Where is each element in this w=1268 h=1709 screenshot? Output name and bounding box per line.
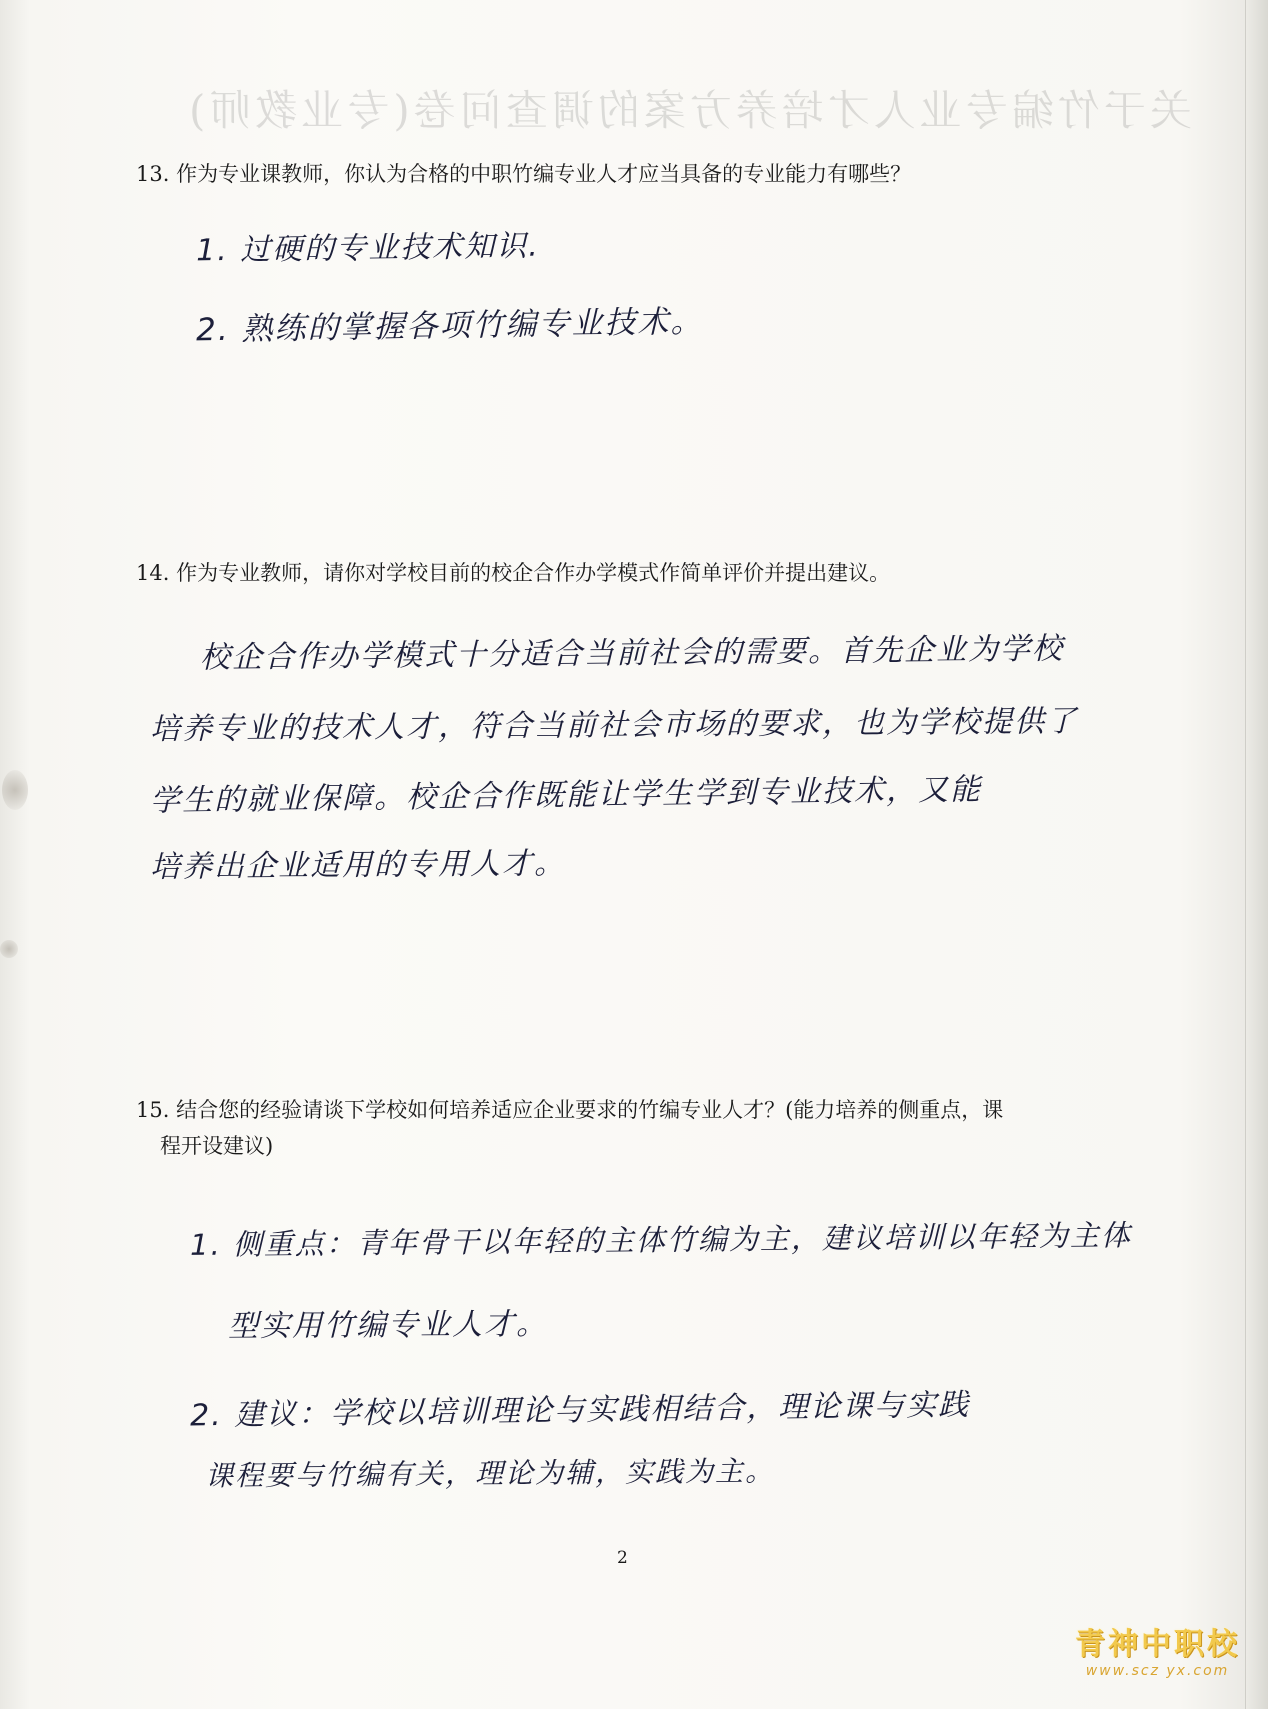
- answer-15-line-3: 2. 建议：学校以培训理论与实践相结合，理论课与实践: [189, 1387, 971, 1434]
- question-number: 13.: [136, 162, 170, 186]
- answer-14-line-1: 校企合作办学模式十分适合当前社会的需要。首先企业为学校: [199, 631, 1065, 676]
- question-text: 作为专业教师，请你对学校目前的校企合作办学模式作简单评价并提出建议。: [176, 561, 891, 585]
- answer-13-line-1: 1. 过硬的专业技术知识.: [195, 228, 540, 269]
- answer-15-line-2: 型实用竹编专业人才。: [227, 1306, 549, 1345]
- question-number: 14.: [136, 561, 170, 585]
- watermark-logo: 青神中职校: [1075, 1627, 1240, 1662]
- page-edge-shadow: [1245, 0, 1268, 1709]
- scan-stain: [0, 940, 18, 958]
- answer-14-line-4: 培养出企业适用的专用人才。: [149, 846, 567, 885]
- answer-14-line-3: 学生的就业保障。校企合作既能让学生学到专业技术，又能: [149, 772, 983, 819]
- page-number: 2: [617, 1548, 628, 1568]
- site-watermark: [1075, 1619, 1240, 1679]
- answer-15-line-1: 1. 侧重点：青年骨干以年轻的主体竹编为主，建议培训以年轻为主体: [189, 1218, 1133, 1262]
- question-13: [136, 156, 911, 192]
- question-number: 15.: [136, 1098, 170, 1122]
- answer-13-line-2: 2. 熟练的掌握各项竹编专业技术。: [195, 303, 704, 349]
- watermark-url: www.scz yx.com: [1085, 1663, 1230, 1679]
- question-15: [136, 1092, 1186, 1164]
- question-text: 作为专业课教师，你认为合格的中职竹编专业人才应当具备的专业能力有哪些？: [176, 162, 912, 186]
- question-text-continued: 程开设建议): [160, 1134, 274, 1158]
- answer-14-line-2: 培养专业的技术人才，符合当前社会市场的要求，也为学校提供了: [149, 703, 1079, 748]
- question-14: [136, 555, 890, 591]
- question-text: 结合您的经验请谈下学校如何培养适应企业要求的竹编专业人才？(能力培养的侧重点，课: [176, 1098, 1004, 1122]
- answer-15-line-4: 课程要与竹编有关，理论为辅，实践为主。: [204, 1454, 776, 1493]
- bleed-through-title: 关于竹编专业人才培养方案的调查问卷(专业教师): [185, 86, 1192, 135]
- scan-stain: [2, 770, 28, 810]
